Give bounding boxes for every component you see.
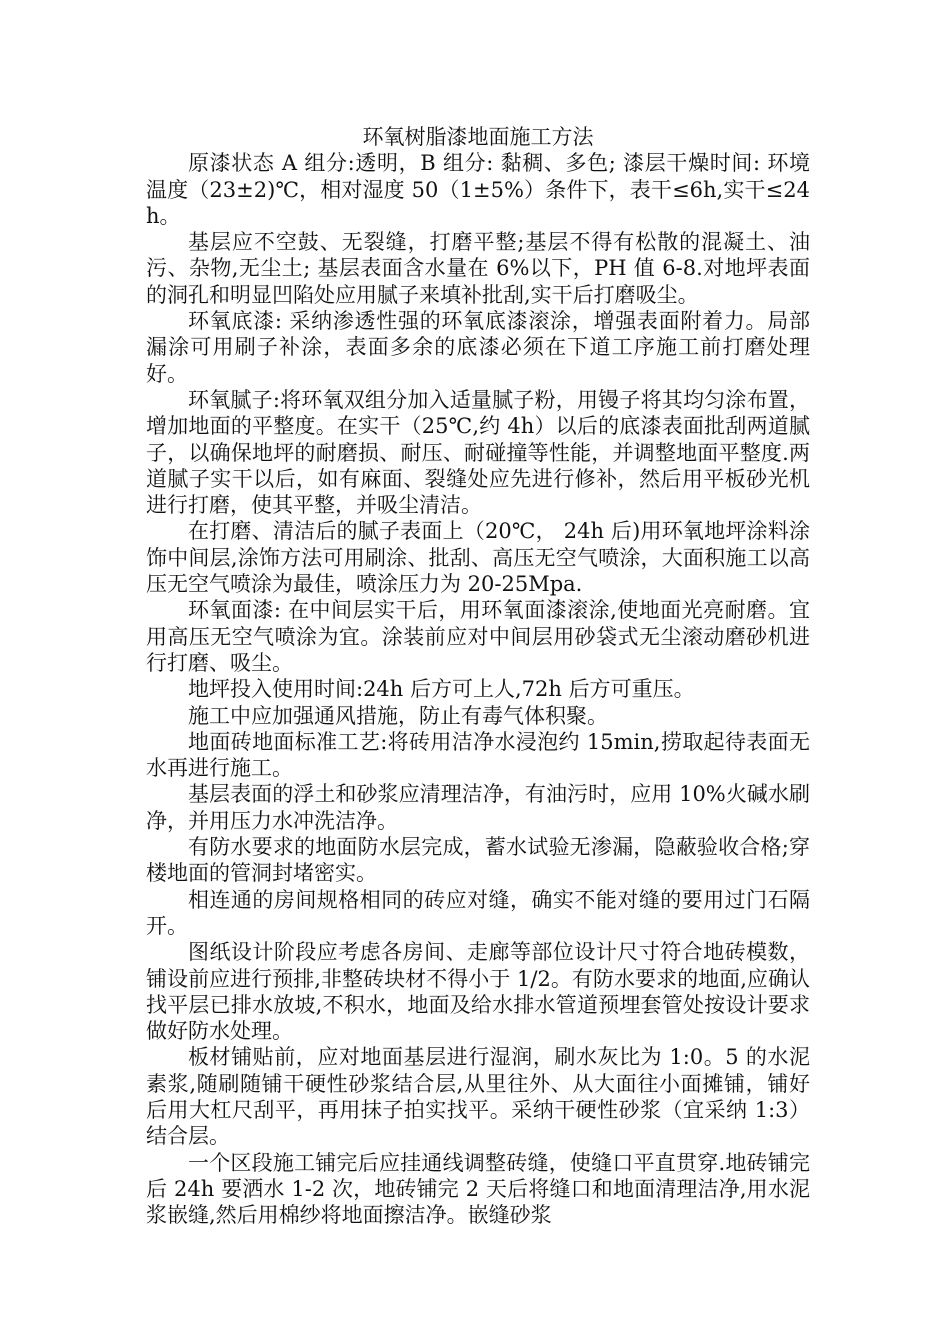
paragraph-usage-time: 地坪投入使用时间:24h 后方可上人,72h 后方可重压。 bbox=[188, 677, 695, 702]
paragraph-middle-coat: 在打磨、清洁后的腻子表面上（20℃， 24h 后)用环氧地坪涂料涂饰中间层,涂饰方法可用刷涂、批刮、高压无空气喷涂，大面积施工以高压无空气喷涂为最佳，喷涂压力为 20-25Mpa. bbox=[146, 519, 810, 597]
paragraph-joint-alignment: 相连通的房间规格相同的砖应对缝，确实不能对缝的要用过门石隔开。 bbox=[146, 887, 810, 938]
paragraph-raw-paint-state: 原漆状态 A 组分:透明，B 组分: 黏稠、多色; 漆层干燥时间: 环境温度（23±2)℃，相对湿度 50（1±5%）条件下，表干≤6h,实干≤24h。 bbox=[146, 151, 810, 228]
paragraph-waterproof: 有防水要求的地面防水层完成，蓄水试验无渗漏，隐蔽验收合格;穿楼地面的管洞封堵密实。 bbox=[146, 835, 810, 886]
paragraph-design-stage: 图纸设计阶段应考虑各房间、走廊等部位设计尺寸符合地砖模数，铺设前应进行预排,非整砖块材不得小于 1/2。有防水要求的地面,应确认找平层已排水放坡,不积水，地面及给水排水管道预埋套管处按设计要求做好防水处理。 bbox=[146, 940, 810, 1044]
paragraph-ventilation: 施工中应加强通风措施，防止有毒气体积聚。 bbox=[188, 703, 608, 728]
paragraph-base-cleaning: 基层表面的浮土和砂浆应清理洁净，有油污时，应用 10%火碱水刷净，并用压力水冲洗洁净。 bbox=[146, 782, 810, 833]
document-body bbox=[146, 124, 810, 1228]
paragraph-epoxy-topcoat: 环氧面漆: 在中间层实干后，用环氧面漆滚涂,使地面光亮耐磨。宜用高压无空气喷涂为宜。涂装前应对中间层用砂袋式无尘滚动磨砂机进行打磨、吸尘。 bbox=[146, 598, 810, 675]
paragraph-epoxy-primer: 环氧底漆: 采纳渗透性强的环氧底漆滚涂，增强表面附着力。局部漏涂可用刷子补涂，表面多余的底漆必须在下道工序施工前打磨处理好。 bbox=[146, 309, 810, 386]
paragraph-tile-process: 地面砖地面标准工艺:将砖用洁净水浸泡约 15min,捞取起待表面无水再进行施工。 bbox=[146, 729, 810, 781]
paragraph-board-laying: 板材铺贴前，应对地面基层进行湿润，刷水灰比为 1:0。5 的水泥素浆,随刷随铺干硬性砂浆结合层,从里往外、从大面往小面摊铺，铺好后用大杠尺刮平，再用抹子拍实找平。采纳干硬性砂浆（宜采纳 1:3）结合层。 bbox=[146, 1045, 810, 1149]
document-title: 环氧树脂漆地面施工方法 bbox=[362, 125, 594, 149]
paragraph-base-layer: 基层应不空鼓、无裂缝，打磨平整;基层不得有松散的混凝土、油污、杂物,无尘土; 基层表面含水量在 6%以下，PH 值 6-8.对地坪表面的洞孔和明显凹陷处应用腻子来填补批刮,实干后打磨吸尘。 bbox=[146, 230, 810, 307]
paragraph-epoxy-putty: 环氧腻子:将环氧双组分加入适量腻子粉，用镘子将其均匀涂布置，增加地面的平整度。在实干（25℃,约 4h）以后的底漆表面批刮两道腻子，以确保地坪的耐磨损、耐压、耐碰撞等性能，并调整地面平整度.两道腻子实干以后，如有麻面、裂缝处应先进行修补，然后用平板砂光机进行打磨，使其平整，并吸尘清洁。 bbox=[146, 387, 810, 518]
paragraph-joint-adjustment: 一个区段施工铺完后应挂通线调整砖缝，使缝口平直贯穿.地砖铺完后 24h 要洒水 1-2 次，地砖铺完 2 天后将缝口和地面清理洁净,用水泥浆嵌缝,然后用棉纱将地面擦洁净。嵌缝砂浆 bbox=[146, 1150, 810, 1228]
